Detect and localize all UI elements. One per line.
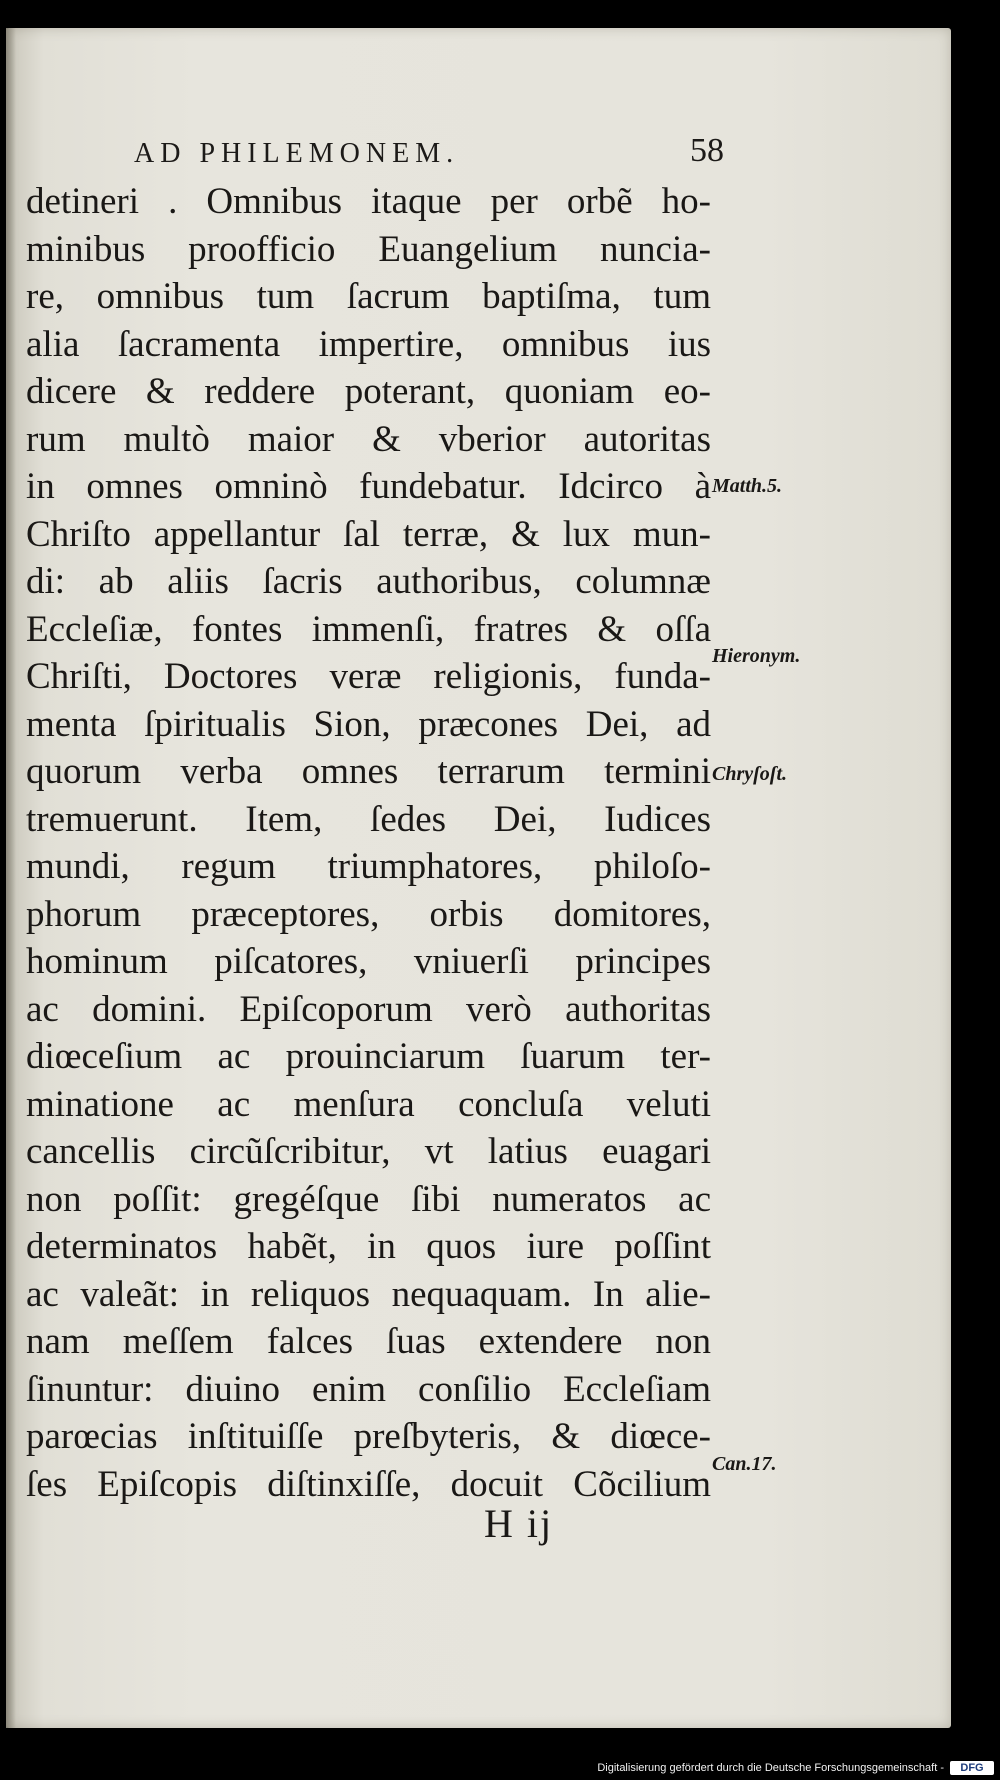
text-line: ac domini. Epiſcoporum verò authoritas xyxy=(26,988,711,1030)
text-line: non poſſit: gregéſque ſibi numeratos ac xyxy=(26,1178,711,1220)
text-line: detineri . Omnibus itaque per orbẽ ho- xyxy=(26,181,711,222)
margin-note-canon: Can.17. xyxy=(712,1453,777,1475)
text-line: minatione ac menſura concluſa veluti xyxy=(26,1083,711,1125)
margin-note-hieronymus: Hieronym. xyxy=(712,645,801,667)
text-line: cancellis circũſcribitur, vt latius euagari xyxy=(26,1131,711,1172)
text-line: rum multò maior & vberior autoritas xyxy=(26,418,711,460)
text-line: parœcias inſtituiſſe preſbyteris, & diœce- xyxy=(26,1416,711,1457)
text-line: ſes Epiſcopis diſtinxiſſe, docuit Cõcilium xyxy=(26,1463,711,1505)
text-line: diœceſium ac prouinciarum ſuarum ter- xyxy=(26,1036,711,1077)
text-line: di: ab aliis ſacris authoribus, columnæ xyxy=(26,561,711,602)
text-line: Eccleſiæ, fontes immenſi, fratres & oſſa xyxy=(26,608,711,650)
signature-mark: H ij xyxy=(484,1501,554,1546)
text-line: phorum præceptores, orbis domitores, xyxy=(26,893,711,935)
text-line: in omnes omninò fundebatur. Idcirco à xyxy=(26,466,711,507)
text-line: dicere & reddere poterant, quoniam eo- xyxy=(26,371,711,412)
body-text xyxy=(26,178,711,1508)
digitization-credit: Digitalisierung gefördert durch die Deutsche Forschungsgemeinschaft - xyxy=(597,1762,944,1774)
text-line: Chriſto appellantur ſal terræ, & lux mun- xyxy=(26,513,711,555)
margin-note-matthew: Matth.5. xyxy=(712,475,783,497)
text-line: tremuerunt. Item, ſedes Dei, Iudices xyxy=(26,798,711,840)
margin-note-chrysostom: Chryſoſt. xyxy=(712,763,787,785)
running-header xyxy=(134,132,724,178)
text-line: re, omnibus tum ſacrum baptiſma, tum xyxy=(26,276,711,317)
text-line: hominum piſcatores, vniuerſi principes xyxy=(26,941,711,982)
page-number: 58 xyxy=(690,132,724,169)
text-line: ſinuntur: diuino enim conſilio Eccleſiam xyxy=(26,1368,711,1410)
running-title: AD PHILEMONEM. xyxy=(134,138,460,169)
text-line: alia ſacramenta impertire, omnibus ius xyxy=(26,323,711,365)
dfg-logo: DFG xyxy=(950,1761,994,1775)
text-line: quorum verba omnes terrarum termini xyxy=(26,751,711,792)
text-line: Chriſti, Doctores veræ religionis, funda- xyxy=(26,656,711,697)
text-line: minibus proofficio Euangelium nuncia- xyxy=(26,228,711,270)
book-page xyxy=(6,28,951,1728)
text-line: ac valeãt: in reliquos nequaquam. In alie- xyxy=(26,1273,711,1315)
text-line: nam meſſem falces ſuas extendere non xyxy=(26,1321,711,1362)
text-line: determinatos habẽt, in quos iure poſſint xyxy=(26,1226,711,1267)
text-line: menta ſpiritualis Sion, præcones Dei, ad xyxy=(26,703,711,745)
page-binding-edge xyxy=(6,28,16,1728)
text-line: mundi, regum triumphatores, philoſo- xyxy=(26,846,711,887)
